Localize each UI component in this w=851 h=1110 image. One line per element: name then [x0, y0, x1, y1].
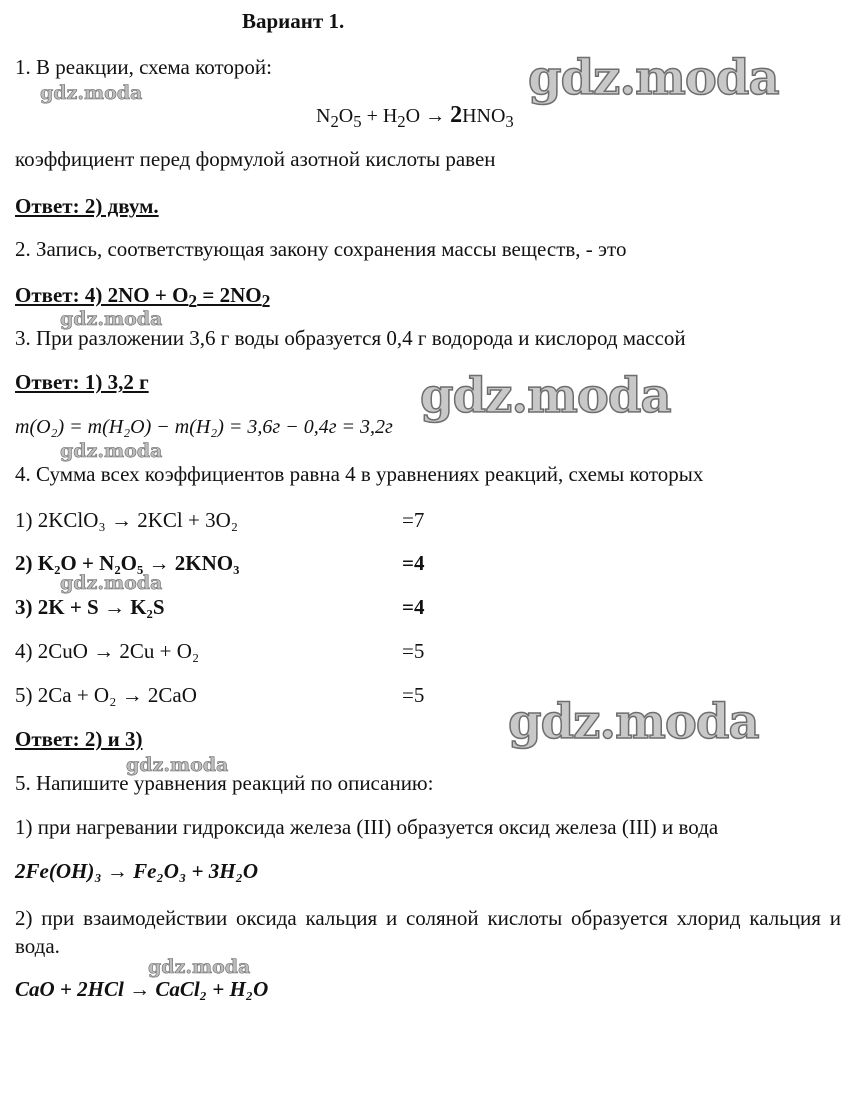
question-1-equation: $N_2O_5 + H_2O \to 2HNO_3$ [316, 102, 514, 131]
q4-item-1-sum: =7 [402, 508, 425, 532]
question-2-text: 2. Запись, соответствующая закону сохранения массы веществ, - это [15, 237, 627, 261]
question-4-answer: Ответ: 2) и 3) [15, 727, 143, 751]
question-3-formula: m(O₂) = m(H₂O) − m(H₂) = 3,6г − 0,4г = 3,2г [15, 416, 393, 438]
watermark-logo: gdz.moda [420, 368, 671, 424]
page-title: Вариант 1. [242, 9, 345, 33]
question-5-sub-2: 2) при взаимодействии оксида кальция и соляной кислоты образуется хлорид кальция и вода. [15, 906, 841, 959]
question-4-text: 4. Сумма всех коэффициентов равна 4 в уравнениях реакций, схемы которых [15, 462, 704, 486]
question-1-text: 1. В реакции, схема которой: [15, 55, 272, 79]
watermark-logo: gdz.moda [60, 308, 163, 330]
question-5-equation-2: CaO + 2HCl → CaCl₂ + H₂O [15, 977, 269, 1001]
question-5-sub-1: 1) при нагревании гидроксида железа (III) образуется оксид железа (III) и вода [15, 815, 719, 839]
question-5-text: 5. Напишите уравнения реакций по описанию: [15, 771, 434, 795]
question-3-text: 3. При разложении 3,6 г воды образуется 0,4 г водорода и кислород массой [15, 326, 686, 350]
q4-item-2-sum: =4 [402, 551, 425, 575]
watermark-logo: gdz.moda [40, 82, 143, 104]
q4-item-3: 3) 2K + S → K₂S [15, 595, 165, 619]
watermark-logo: gdz.moda [508, 694, 759, 750]
q4-item-1: 1) 2KClO₃ → 2KCl + 3O₂ [15, 508, 239, 532]
q4-item-2: 2) K₂O + N₂O₅ → 2KNO₃ [15, 551, 240, 575]
question-3-answer: Ответ: 1) 3,2 г [15, 370, 149, 394]
watermark-logo: gdz.moda [148, 956, 251, 978]
question-2-answer: Ответ: 4) $2NO + O_2 = 2NO_2$ [15, 283, 271, 312]
q4-item-4: 4) 2CuO → 2Cu + O₂ [15, 639, 200, 663]
watermark-logo: gdz.moda [528, 50, 779, 106]
q4-item-3-sum: =4 [402, 595, 425, 619]
question-5-equation-1: 2Fe(OH)₃ → Fe₂O₃ + 3H₂O [15, 859, 259, 883]
q4-item-4-sum: =5 [402, 639, 425, 663]
watermark-logo: gdz.moda [60, 572, 163, 594]
q4-item-5: 5) 2Ca + O₂ → 2CaO [15, 683, 197, 707]
question-1-answer: Ответ: 2) двум. [15, 194, 159, 218]
watermark-logo: gdz.moda [60, 440, 163, 462]
watermark-logo: gdz.moda [126, 754, 229, 776]
question-1-text-2: коэффициент перед формулой азотной кислоты равен [15, 147, 496, 171]
q4-item-5-sum: =5 [402, 683, 425, 707]
